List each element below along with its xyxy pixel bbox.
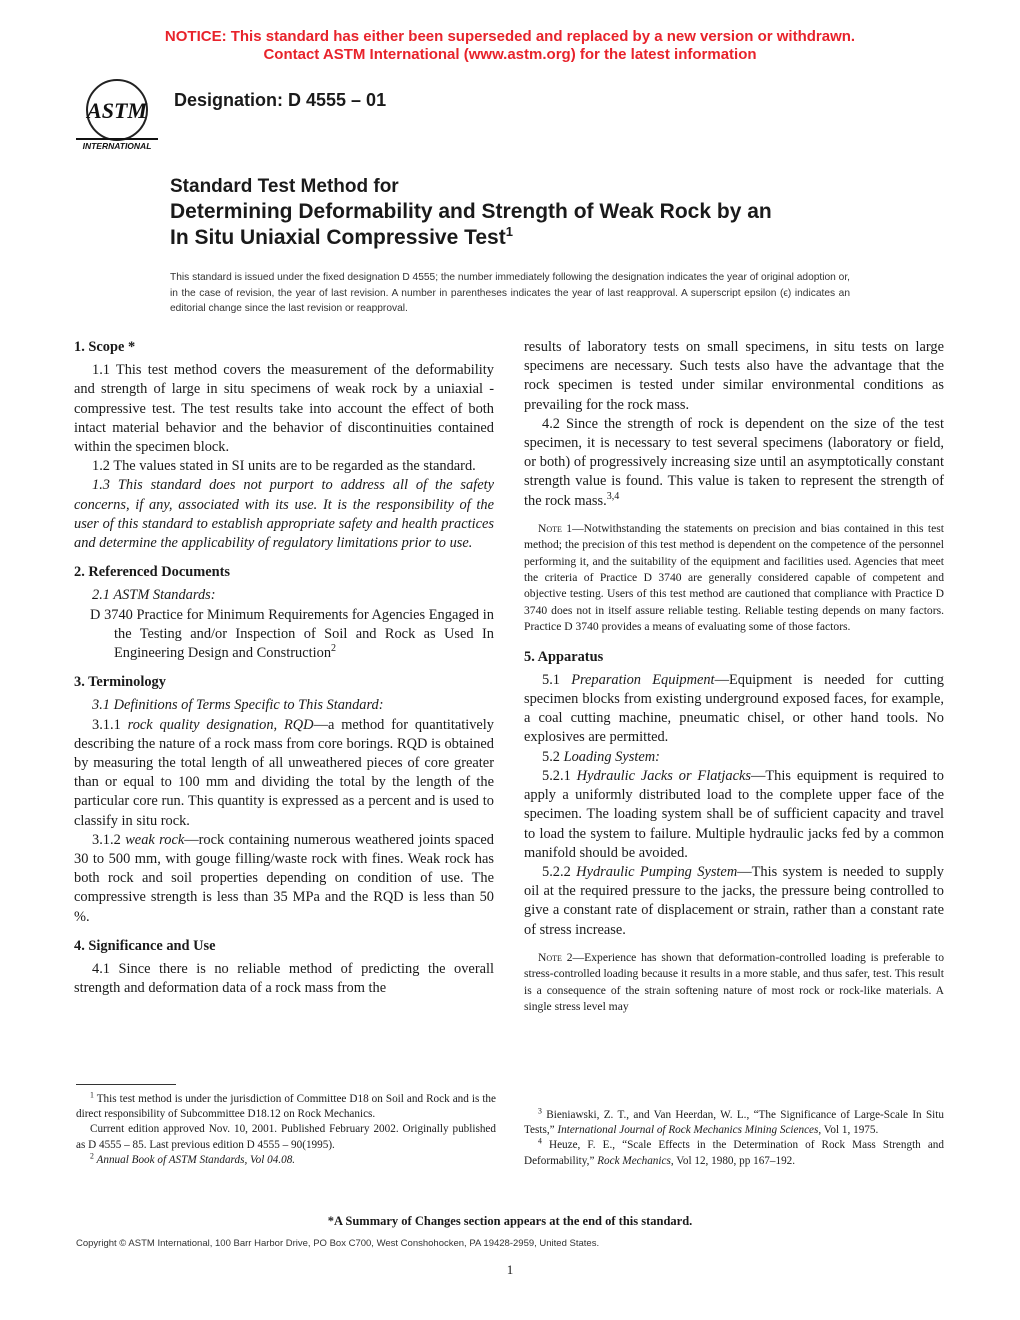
para-5-2-2-num: 5.2.2 [542, 863, 577, 880]
title-line-3 [170, 225, 930, 251]
right-column [524, 338, 944, 1015]
para-3-1-2-text: —rock containing numerous weathered joints spaced 30 to 500 mm, with gouge filling/waste rock with fines. Weak rock has both rock and soil properties depending on condition of use. The compressive strength is less than 35 MPa and the RQD is less than 50 %. [74, 831, 494, 925]
note-2 [524, 950, 944, 1016]
para-5-2-2-text: —This system is needed to supply oil at the required pressure to the jacks, the pressure being controlled to give a constant rate of displacement or strain, rather than a constant rate of stress increase. [524, 863, 945, 938]
para-4-1: 4.1 Since there is no reliable method of predicting the overall strength and deformation data of a rock mass from the [74, 961, 494, 997]
note-1-text: —Notwithstanding the statements on precision and bias contained in this test method; the precision of this test method is dependent on the competence of the personnel performing it, and the suitability of the equipment and facilities used. Agencies that meet the criteria of Practice D 3740 are generally considered capable of competent and objective testing. Users of this test method are cautioned that compliance with Practice D 3740 does not in itself assure reliable testing. Reliable testing depends on many factors. Practice D 3740 provides a means of evaluating some of those factors. [524, 521, 944, 634]
logo-subtext: INTERNATIONAL [82, 141, 152, 151]
astm-logo [72, 74, 162, 154]
para-5-2-num: 5.2 [542, 748, 564, 765]
footnote-1b: Current edition approved Nov. 10, 2001. Published February 2002. Originally published as D 4555 – 85. Last previous edition D 4555 – 90(1995). [76, 1123, 496, 1151]
footnote-2-mark: 2 [90, 1151, 94, 1161]
reference-d3740-text: D 3740 Practice for Minimum Requirements for Agencies Engaged in the Testing and/or Inspection of Soil and Rock as Used In Engineering Design and Construction [90, 606, 494, 662]
designation: Designation: D 4555 – 01 [174, 90, 387, 110]
reference-d3740-mark: 2 [331, 643, 337, 655]
para-5-1 [524, 671, 944, 748]
note-1-label: Note 1 [538, 521, 573, 535]
note-2-text: —Experience has shown that deformation-controlled loading is preferable to stress-controlled loading because it results in a more stable, and thus safer, test. This result is a consequence of the strain softening nature of most rock or rock-like materials. A single stress level may [524, 950, 944, 1013]
section-5-heading: 5. Apparatus [524, 648, 604, 665]
footnote-1-mark: 1 [90, 1090, 94, 1100]
para-3-1-1-num: 3.1.1 [92, 716, 128, 733]
para-4-2-mark: 3,4 [606, 490, 620, 502]
para-5-2 [524, 748, 944, 767]
footnote-4 [524, 1138, 944, 1168]
para-3-1-2 [74, 831, 494, 927]
logo-text: ASTM [87, 98, 147, 123]
note-1 [524, 521, 944, 636]
reference-d3740 [90, 606, 494, 664]
para-5-1-num: 5.1 [542, 671, 572, 688]
copyright: Copyright © ASTM International, 100 Barr Harbor Drive, PO Box C700, West Conshohocken, PA 19428-2959, United States. [76, 1238, 600, 1249]
left-column [74, 338, 494, 999]
withdrawal-notice [0, 28, 1020, 64]
summary-of-changes-note: *A Summary of Changes section appears at the end of this standard. [327, 1214, 693, 1228]
footnote-3-journal: International Journal of Rock Mechanics Mining Sciences [557, 1124, 819, 1137]
para-1-2: 1.2 The values stated in SI units are to be regarded as the standard. [92, 458, 476, 475]
para-4-2 [524, 415, 944, 511]
para-3-1-1 [74, 716, 494, 831]
para-5-1-text: —Equipment is needed for cutting specimen blocks from existing underground exposed faces, for example, a coal cutting machine, pneumatic chisel, or other hand tools. No explosives are permitted. [524, 671, 944, 746]
para-3-1-1-text: —a method for quantitatively describing the nature of a rock mass from core borings. RQD is obtained by measuring the total length of all unweathered pieces of core greater than or equal to 100 mm and dividing the total by the length of the particular core run. This quantity is expressed as a percent and is used to classify in situ rock. [74, 716, 494, 829]
title-line-1: Standard Test Method for [170, 176, 399, 197]
footnotes-right [524, 1108, 944, 1169]
footnote-4-text: Heuze, F. E., “Scale Effects in the Determination of Rock Mass Strength and Deformability,” [524, 1139, 944, 1167]
footnote-3-mark: 3 [538, 1106, 542, 1116]
footnote-3-tail: , Vol 1, 1975. [818, 1124, 879, 1137]
footnote-4-tail: , Vol 12, 1980, pp 167–192. [670, 1154, 796, 1167]
notice-line-2: Contact ASTM International (www.astm.org) for the latest information [263, 46, 757, 63]
footnote-3-text: Bieniawski, Z. T., and Van Heerdan, W. L., “The Significance of Large-Scale In Situ Tests,” [524, 1109, 944, 1137]
footnote-2 [76, 1153, 496, 1168]
notice-line-1: NOTICE: This standard has either been superseded and replaced by a new version or withdrawn. [164, 28, 856, 45]
footnote-divider-left [76, 1084, 176, 1085]
para-2-1: 2.1 ASTM Standards: [92, 587, 216, 604]
section-4-heading: 4. Significance and Use [74, 937, 216, 954]
term-rqd: rock quality designation, RQD [127, 716, 314, 733]
para-5-2-1 [524, 767, 944, 863]
footnote-1 [76, 1092, 496, 1122]
page-number: 1 [506, 1262, 514, 1277]
issued-statement: This standard is issued under the fixed designation D 4555; the number immediately following the designation indicates the year of original adoption or, in the case of revision, the year of last revision. A number in parentheses indicates the year of last reapproval. A superscript epsilon (ϵ) indicates an editorial change since the last revision or reapproval. [170, 272, 850, 314]
footnote-3 [524, 1108, 944, 1138]
footnotes-left [76, 1092, 496, 1168]
title-line-2: Determining Deformability and Strength of Weak Rock by an [170, 200, 772, 223]
footnote-4-journal: Rock Mechanics [597, 1154, 671, 1167]
term-hydraulic-jacks: Hydraulic Jacks or Flatjacks [576, 767, 751, 784]
para-1-1: 1.1 This test method covers the measurement of the deformability and strength of large in situ specimens of weak rock by a uniaxial - compressive test. The test results take into account the effect of both intact material behavior and the behavior of discontinuities contained within the specimen block. [74, 362, 494, 456]
title-footnote-mark: 1 [505, 224, 513, 239]
section-1-heading: 1. Scope * [74, 339, 136, 355]
para-4-2-text: 4.2 Since the strength of rock is dependent on the size of the test specimen, it is necessary to test several specimens (laboratory or field, or both) of progressively increasing size until an asymptotically constant strength value is found. This value is taken to represent the strength of the rock mass. [524, 415, 944, 509]
footnote-4-mark: 4 [538, 1136, 542, 1146]
para-1-3: 1.3 This standard does not purport to address all of the safety concerns, if any, associated with its use. It is the responsibility of the user of this standard to establish appropriate safety and health practices and determine the applicability of regulatory limitations prior to use. [74, 477, 494, 552]
footnote-2-text: Annual Book of ASTM Standards, Vol 04.08. [93, 1153, 296, 1166]
term-weak-rock: weak rock [125, 831, 185, 848]
title-line-3-text: In Situ Uniaxial Compressive Test [170, 226, 506, 249]
para-5-2-2 [524, 863, 944, 940]
term-loading-system: Loading System: [563, 748, 660, 765]
para-3-1-2-num: 3.1.2 [92, 831, 126, 848]
para-3-1: 3.1 Definitions of Terms Specific to This Standard: [92, 697, 384, 714]
term-hydraulic-pumping: Hydraulic Pumping System [576, 863, 738, 880]
section-3-heading: 3. Terminology [74, 674, 166, 691]
term-preparation-equipment: Preparation Equipment [571, 671, 715, 688]
document-title [170, 175, 930, 251]
footnote-1-text: This test method is under the jurisdiction of Committee D18 on Soil and Rock and is the direct responsibility of Subcommittee D18.12 on Rock Mechanics. [76, 1093, 496, 1121]
section-2-heading: 2. Referenced Documents [74, 564, 230, 581]
note-2-label: Note 2 [538, 950, 573, 964]
para-5-2-1-text: —This equipment is required to apply a uniformly distributed load to the complete upper face of the specimen. The loading system shall be of sufficient capacity and travel to load the system to failure. Multiple hydraulic jacks fed by a common manifold should be avoided. [524, 767, 944, 861]
para-4-1-continued: results of laboratory tests on small specimens, in situ tests on large specimens are necessary. Such tests also have the advantage that the rock specimen is tested under similar environmental conditions as prevailing for the rock mass. [524, 339, 944, 413]
para-5-2-1-num: 5.2.1 [542, 767, 577, 784]
